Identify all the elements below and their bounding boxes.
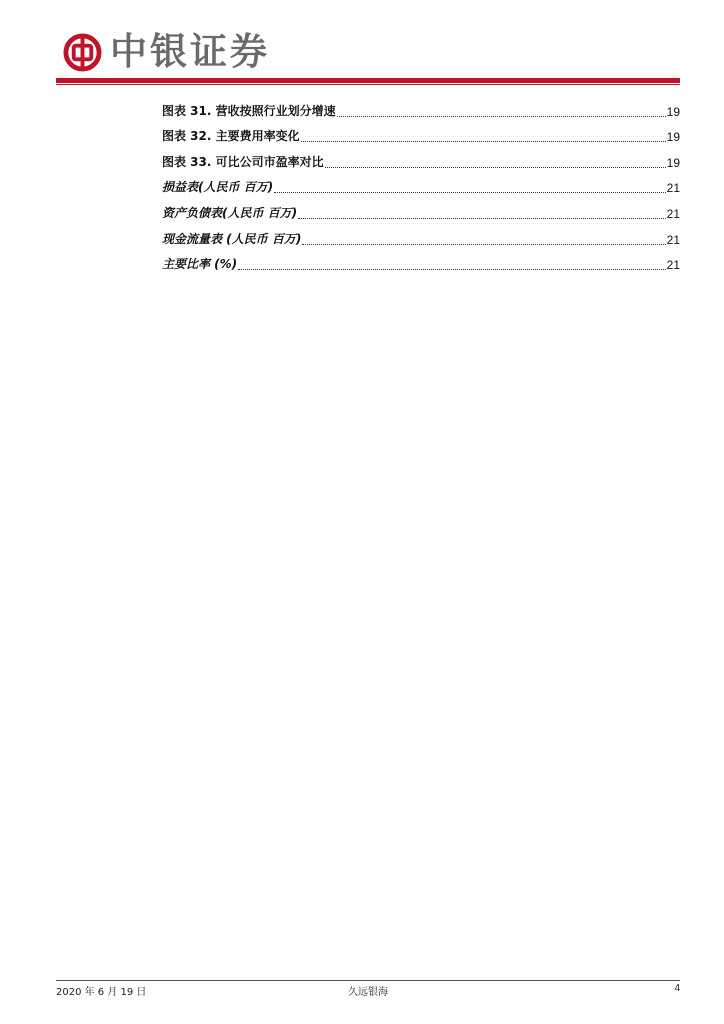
toc-leader-dots [301, 140, 666, 142]
toc-entry-label: 现金流量表 (人民币 百万) [162, 231, 302, 246]
page-footer [56, 983, 680, 999]
toc-leader-dots [302, 243, 665, 245]
toc-entry-cash-flow[interactable] [162, 221, 680, 247]
toc-leader-dots [238, 268, 665, 270]
toc-entry-label: 资产负债表(人民币 百万) [162, 205, 298, 220]
toc-leader-dots [337, 115, 666, 117]
toc-entry-page: 21 [666, 181, 680, 196]
toc-leader-dots [274, 191, 665, 193]
toc-entry-page: 21 [666, 232, 680, 247]
toc-entry-income-statement[interactable] [162, 170, 680, 196]
toc-leader-dots [325, 166, 666, 168]
toc-entry-label: 损益表(人民币 百万) [162, 180, 274, 195]
toc-entry-page: 19 [666, 104, 680, 119]
toc-entry-chart-31[interactable] [162, 93, 680, 119]
toc-entry-label: 图表 31. 营收按照行业划分增速 [162, 103, 336, 118]
bank-of-china-logo-icon [63, 33, 102, 72]
toc-entry-label: 主要比率 (%) [162, 257, 238, 272]
footer-divider [56, 980, 680, 981]
toc-entry-label: 图表 33. 可比公司市盈率对比 [162, 154, 324, 169]
toc-entry-balance-sheet[interactable] [162, 195, 680, 221]
toc-entry-page: 21 [666, 258, 680, 273]
company-name: 久远银海 [348, 987, 388, 998]
toc-leader-dots [298, 217, 665, 219]
header-divider [56, 78, 680, 83]
page-number: 4 [674, 983, 680, 994]
toc-entry-label: 图表 32. 主要费用率变化 [162, 129, 300, 144]
toc-entry-page: 19 [666, 130, 680, 145]
page-header [0, 0, 724, 90]
toc-entry-chart-33[interactable] [162, 144, 680, 170]
toc-entry-page: 21 [666, 206, 680, 221]
table-of-contents [162, 93, 680, 272]
report-date: 2020 年 6 月 19 日 [56, 987, 147, 998]
header-divider-thin [56, 84, 680, 85]
toc-entry-page: 19 [666, 155, 680, 170]
toc-entry-key-ratios[interactable] [162, 247, 680, 273]
brand-name: 中银证券 [110, 29, 270, 73]
toc-entry-chart-32[interactable] [162, 119, 680, 145]
